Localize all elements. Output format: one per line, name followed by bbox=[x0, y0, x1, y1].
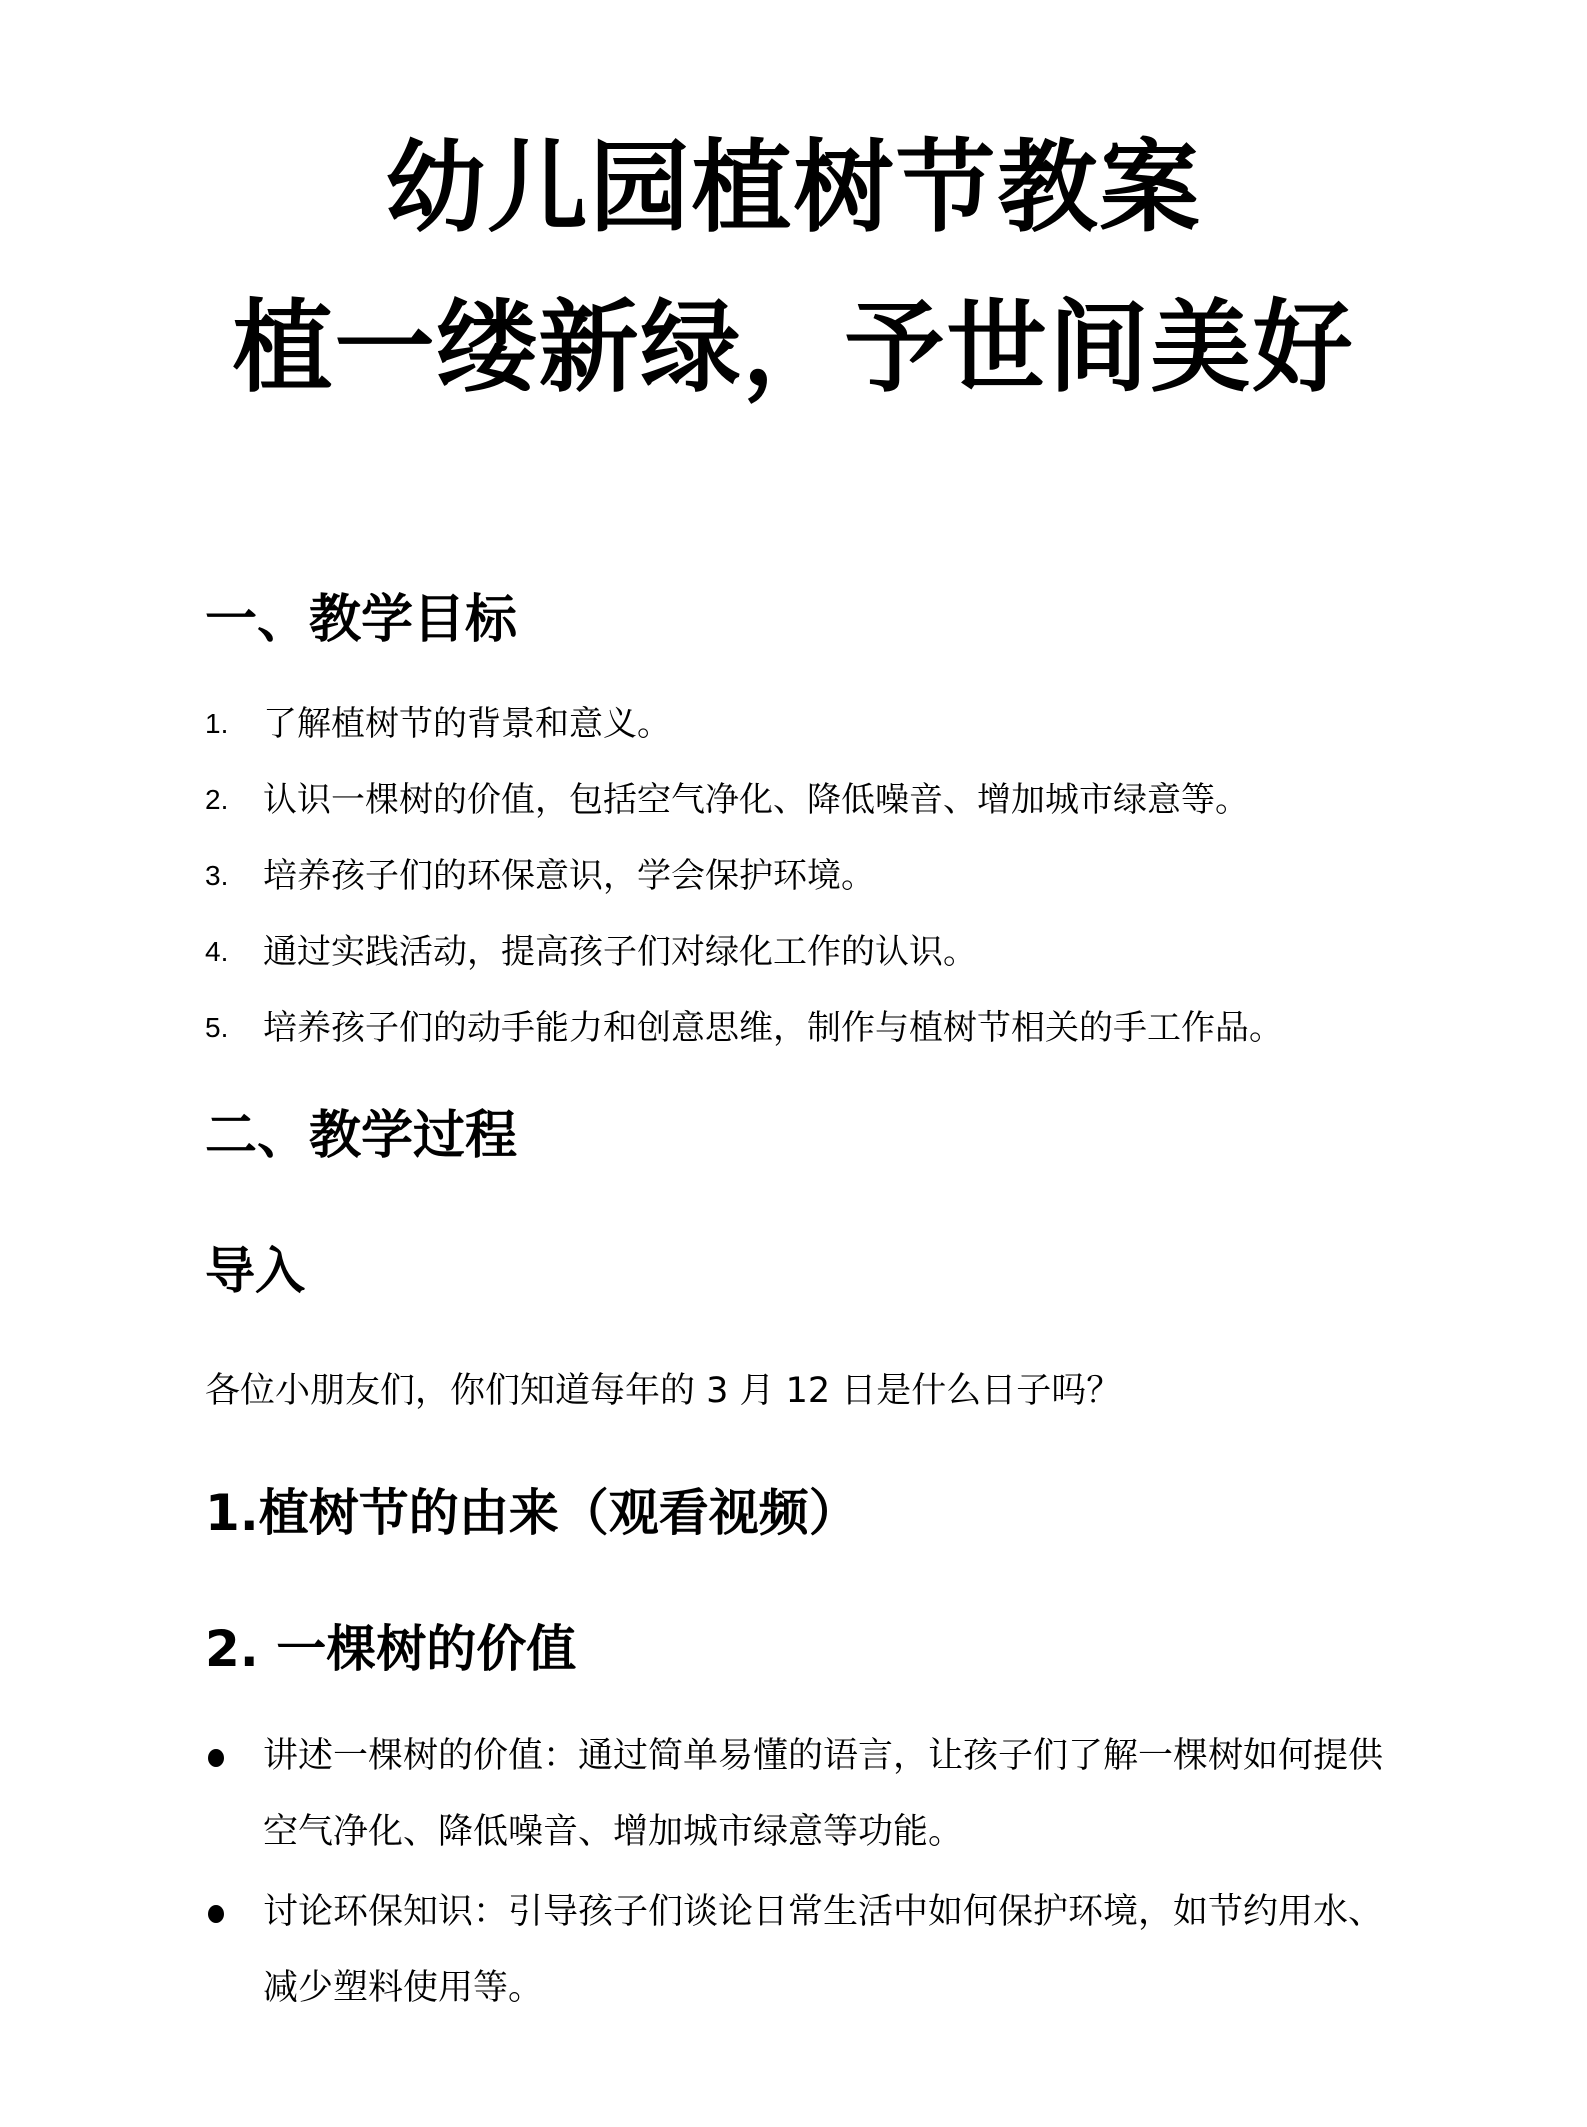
intro-paragraph: 各位小朋友们，你们知道每年的 3 月 12 日是什么日子吗？ bbox=[205, 1371, 1122, 1411]
list-number: 5. bbox=[205, 1012, 229, 1043]
list-item-text: 认识一棵树的价值，包括空气净化、降低噪音、增加城市绿意等。 bbox=[263, 780, 1249, 820]
list-number: 3. bbox=[205, 860, 229, 891]
subheading-origin: 1.植树节的由来（观看视频） bbox=[205, 1484, 859, 1542]
list-item-text: 培养孩子们的动手能力和创意思维，制作与植树节相关的手工作品。 bbox=[263, 1008, 1283, 1048]
document-subtitle: 植一缕新绿，予世间美好 bbox=[232, 289, 1355, 406]
list-item-text: 通过实践活动，提高孩子们对绿化工作的认识。 bbox=[263, 932, 977, 972]
bullet-dot-icon bbox=[205, 1718, 263, 1870]
bullet-text: 讨论环保知识：引导孩子们谈论日常生活中如何保护环境，如节约用水、减少塑料使用等。 bbox=[263, 1892, 1384, 2008]
list-item-text: 培养孩子们的环保意识，学会保护环境。 bbox=[263, 856, 875, 896]
section-heading-goals: 一、教学目标 bbox=[205, 590, 518, 650]
subheading-tree-value: 2. 一棵树的价值 bbox=[205, 1620, 577, 1678]
tree-value-bullets bbox=[205, 1718, 1405, 2030]
bullet-text: 讲述一棵树的价值：通过简单易懂的语言，让孩子们了解一棵树如何提供空气净化、降低噪音、增加城市绿意等功能。 bbox=[263, 1736, 1384, 1852]
list-item bbox=[205, 990, 1283, 1066]
bullet-item bbox=[205, 1874, 1405, 2026]
list-item bbox=[205, 686, 1283, 762]
list-item bbox=[205, 914, 1283, 990]
list-number: 1. bbox=[205, 708, 229, 739]
list-item bbox=[205, 838, 1283, 914]
list-item bbox=[205, 762, 1283, 838]
list-number: 4. bbox=[205, 936, 229, 967]
bullet-item bbox=[205, 1718, 1405, 1870]
section-heading-process: 二、教学过程 bbox=[205, 1106, 518, 1166]
subheading-intro: 导入 bbox=[205, 1242, 305, 1300]
goals-list bbox=[205, 686, 1283, 1066]
bullet-dot-icon bbox=[205, 1874, 263, 2026]
list-number: 2. bbox=[205, 784, 229, 815]
list-item-text: 了解植树节的背景和意义。 bbox=[263, 704, 671, 744]
document-title: 幼儿园植树节教案 bbox=[385, 129, 1202, 246]
